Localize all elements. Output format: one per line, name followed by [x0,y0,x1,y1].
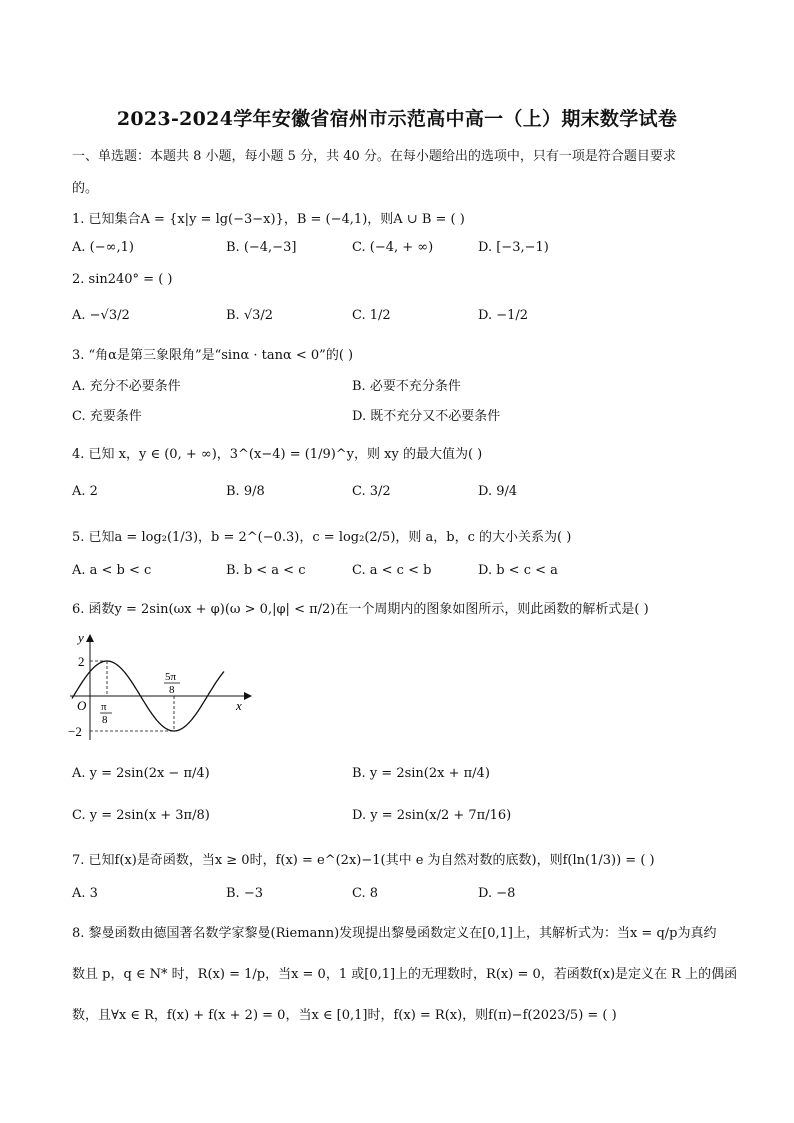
origin-label: O [77,698,87,713]
exam-title: 2023-2024学年安徽省宿州市示范高中高一（上）期末数学试卷 [116,108,678,130]
question-8-stem-line3: 数，且∀x ∈ R，f(x) + f(x + 2) = 0，当x ∈ [0,1]时，f(x) = R(x)，则f(π)−f(2023/5) = ( ) [72,1008,617,1023]
question-7-stem: 7. 已知f(x)是奇函数，当x ≥ 0时，f(x) = e^(2x)−1(其中 e 为自然对数的底数)，则f(ln(1/3)) = ( ) [72,853,655,868]
y-axis-label: y [78,630,84,645]
q3-option-c[interactable]: C. 充要条件 [72,409,142,424]
x-axis-label: x [236,698,242,713]
question-1-stem: 1. 已知集合A = {x|y = lg(−3−x)}，B = (−4,1)，则A ∪ B = ( ) [72,212,465,227]
q7-option-a[interactable]: A. 3 [72,886,98,901]
y-min-label: −2 [68,724,82,739]
q6-option-d[interactable]: D. y = 2sin(x/2 + 7π/16) [352,808,512,823]
q3-option-a[interactable]: A. 充分不必要条件 [72,379,181,394]
q1-option-a[interactable]: A. (−∞,1) [72,240,134,255]
q3-option-b[interactable]: B. 必要不充分条件 [352,379,461,394]
question-8-stem-line2: 数且 p，q ∈ N* 时，R(x) = 1/p，当x = 0，1 或[0,1]上的无理数时，R(x) = 0，若函数f(x)是定义在 R 上的偶函 [72,967,738,982]
q1-option-c[interactable]: C. (−4, + ∞) [352,240,434,255]
q2-option-a[interactable]: A. −√3/2 [72,308,130,323]
question-5-stem: 5. 已知a = log₂(1/3)，b = 2^(−0.3)，c = log₂(2/5)，则 a，b，c 的大小关系为( ) [72,530,572,545]
q5-option-b[interactable]: B. b < a < c [226,563,306,578]
question-2-stem: 2. sin240° = ( ) [72,272,173,287]
q4-option-b[interactable]: B. 9/8 [226,484,265,499]
q6-option-c[interactable]: C. y = 2sin(x + 3π/8) [72,808,210,823]
svg-text:8: 8 [169,684,175,696]
q5-option-c[interactable]: C. a < c < b [352,563,432,578]
question-8-stem: 8. 黎曼函数由德国著名数学家黎曼(Riemann)发现提出黎曼函数定义在[0,1]上，其解析式为：当x = q/p为真约 [72,926,717,941]
q7-option-d[interactable]: D. −8 [478,886,516,901]
q2-option-c[interactable]: C. 1/2 [352,308,391,323]
q6-option-b[interactable]: B. y = 2sin(2x + π/4) [352,766,490,781]
question-4-stem: 4. 已知 x，y ∈ (0, + ∞)，3^(x−4) = (1/9)^y，则 xy 的最大值为( ) [72,447,483,462]
question-6-stem: 6. 函数y = 2sin(ωx + φ)(ω > 0,|φ| < π/2)在一个周期内的图象如图所示，则此函数的解析式是( ) [72,602,649,617]
section-heading-cont: 的。 [72,181,99,196]
q7-option-c[interactable]: C. 8 [352,886,379,901]
y-axis-arrow [86,634,94,642]
sine-graph [64,628,254,748]
q2-option-d[interactable]: D. −1/2 [478,308,529,323]
section-heading: 一、单选题：本题共 8 小题，每小题 5 分，共 40 分。在每小题给出的选项中，只有一项是符合题目要求 [72,149,676,164]
q1-option-d[interactable]: D. [−3,−1) [478,240,549,255]
y-max-label: 2 [78,654,85,669]
q5-option-d[interactable]: D. b < c < a [478,563,558,578]
q1-option-b[interactable]: B. (−4,−3] [226,240,297,255]
svg-text:8: 8 [102,714,108,726]
q4-option-c[interactable]: C. 3/2 [352,484,391,499]
q4-option-a[interactable]: A. 2 [72,484,98,499]
q5-option-a[interactable]: A. a < b < c [72,563,152,578]
x-axis-arrow [244,692,252,700]
q6-option-a[interactable]: A. y = 2sin(2x − π/4) [72,766,210,781]
x-tick-pi-8: π [101,701,107,713]
q4-option-d[interactable]: D. 9/4 [478,484,518,499]
q3-option-d[interactable]: D. 既不充分又不必要条件 [352,409,501,424]
x-tick-5pi-8: 5π [165,671,177,683]
question-3-stem: 3. “角α是第三象限角”是“sinα · tanα < 0”的( ) [72,348,354,363]
q2-option-b[interactable]: B. √3/2 [226,308,274,323]
q7-option-b[interactable]: B. −3 [226,886,263,901]
